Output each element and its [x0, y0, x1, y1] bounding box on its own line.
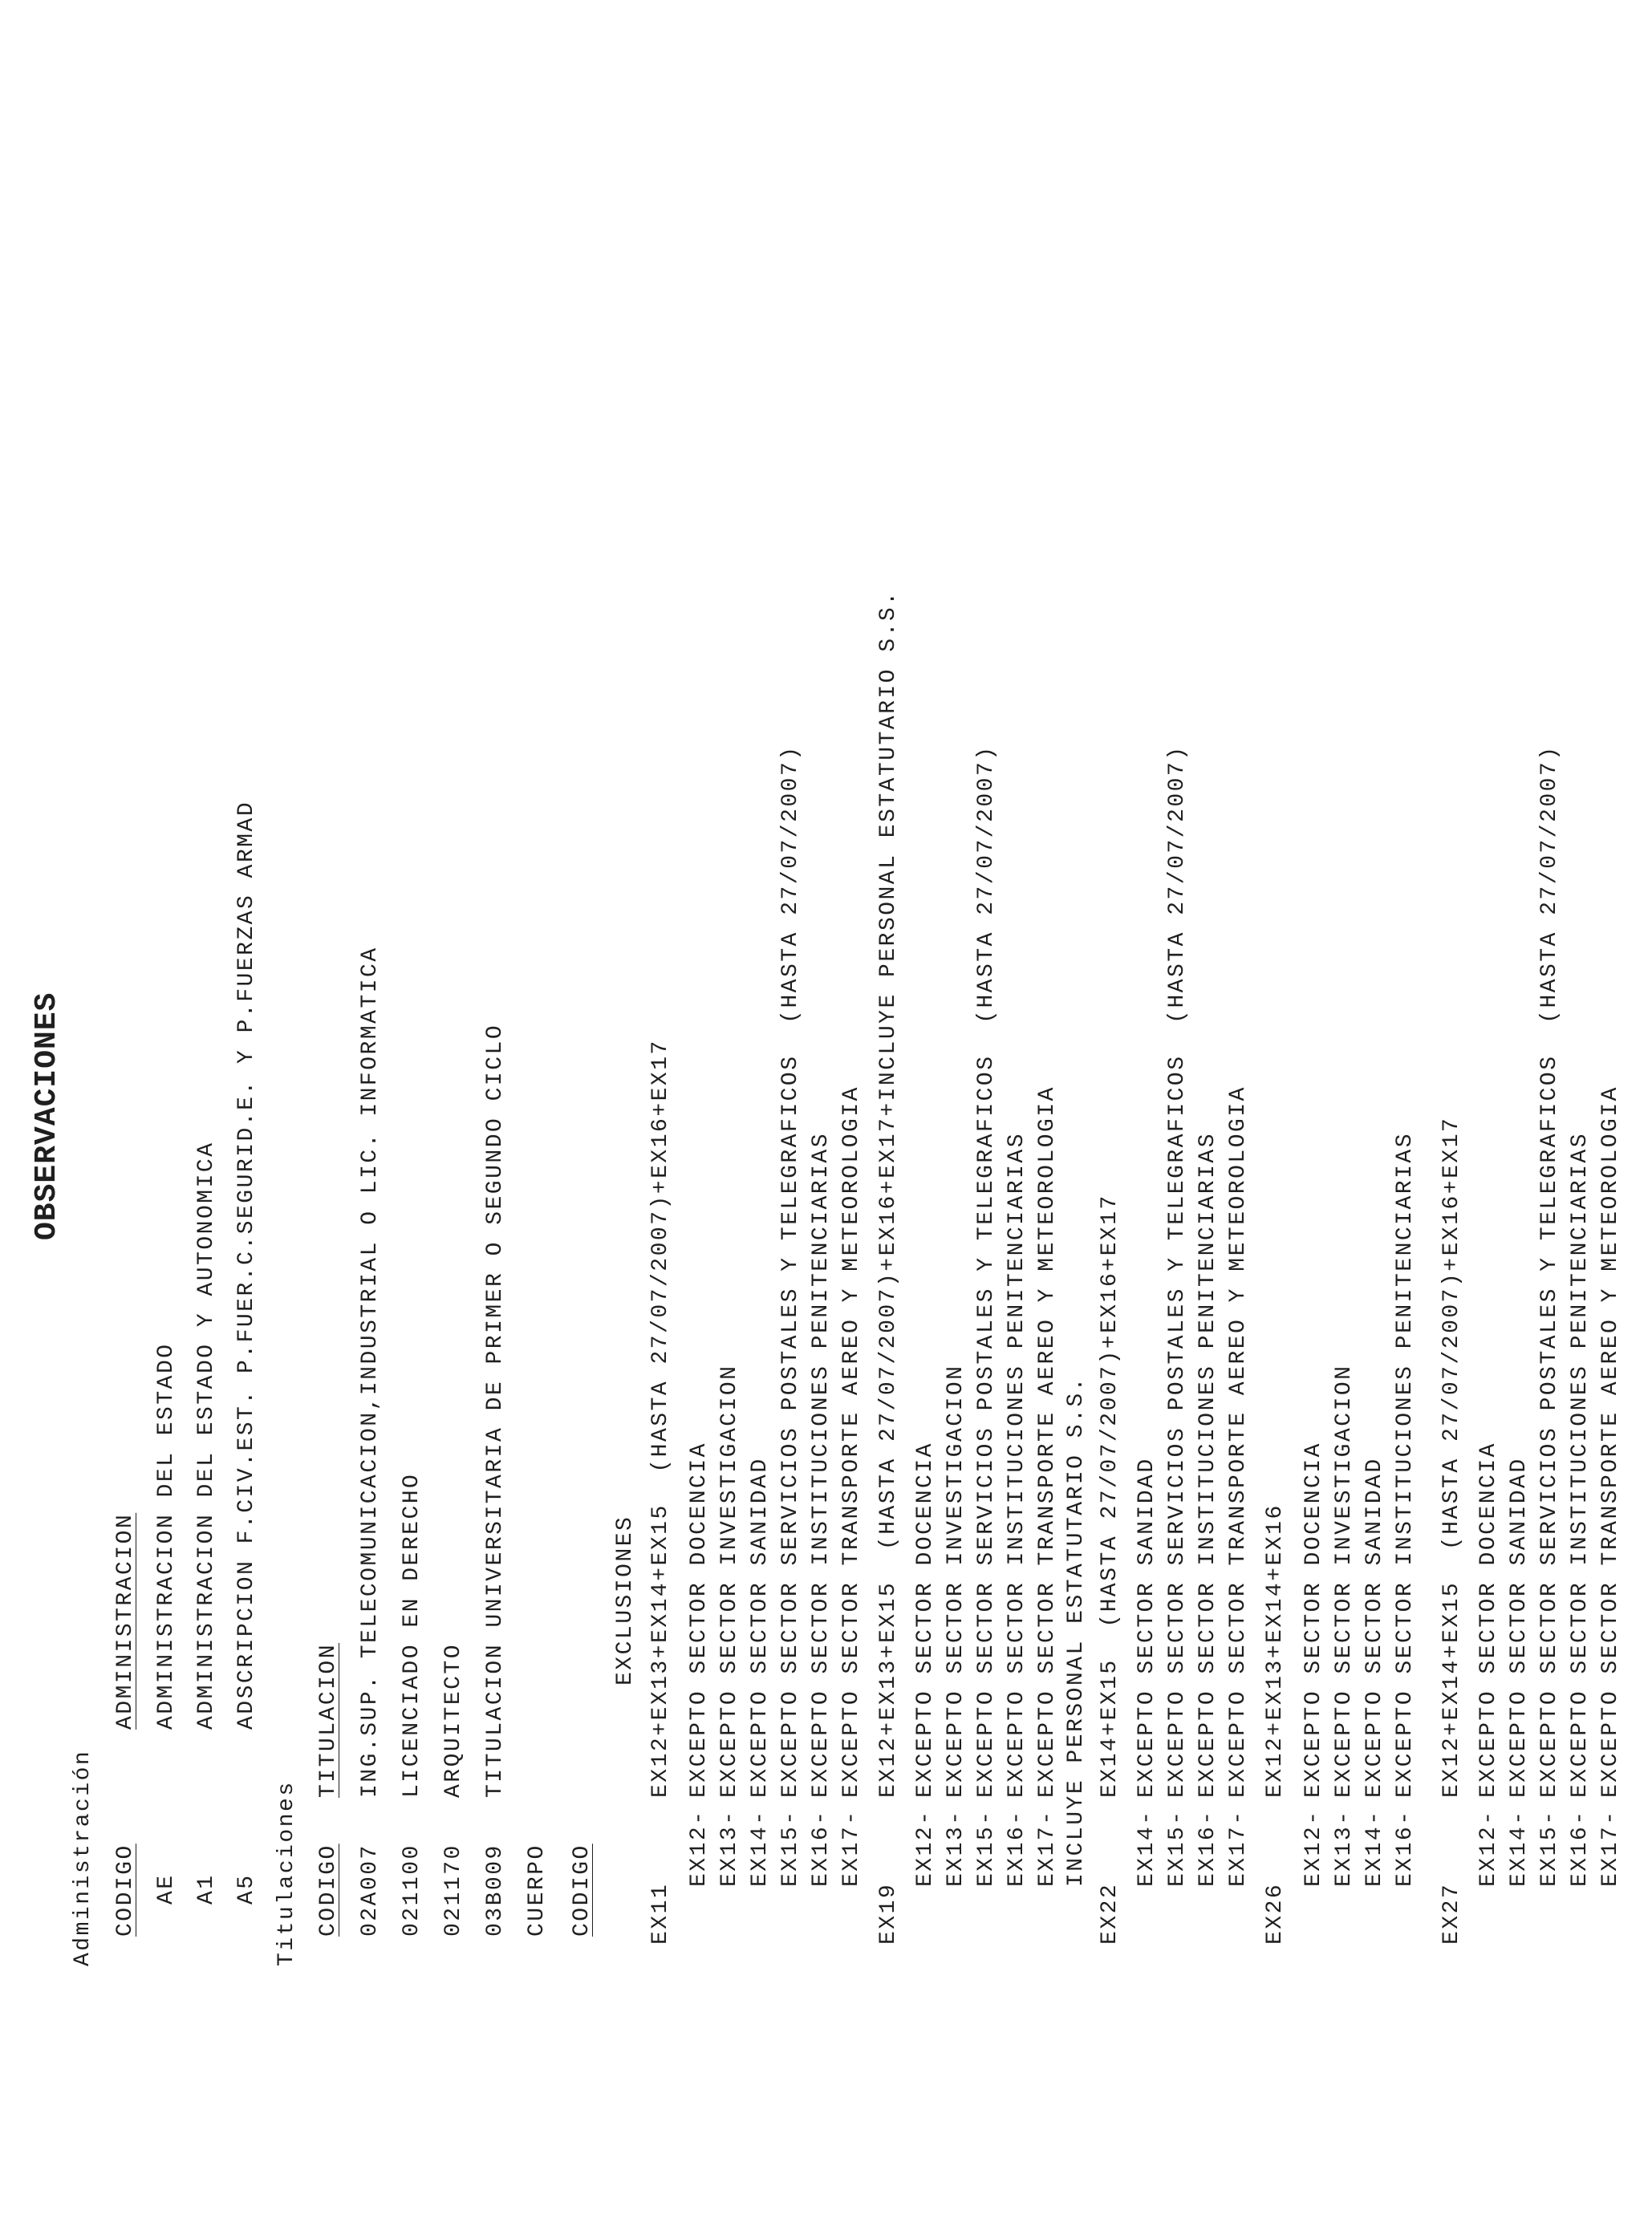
exclusion-item-code: EX17-	[1598, 1809, 1623, 1887]
exclusion-item-text: EXCEPTO SECTOR SANIDAD	[1507, 1457, 1532, 1798]
exclusion-item-code: EX14-	[1507, 1809, 1532, 1887]
exclusion-formula: EX12+EX13+EX14+EX16	[1263, 1503, 1288, 1798]
exclusion-item-text: EXCEPTO SECTOR INSTITUCIONES PENITENCIARIAS	[1195, 1131, 1220, 1798]
exclusion-item-code: EX12-	[1476, 1809, 1501, 1887]
exclusion-item-text: EXCEPTO SECTOR INVESTIGACION	[717, 1364, 742, 1798]
exclusion-item-text: EXCEPTO SECTOR SANIDAD	[748, 1457, 773, 1798]
titulacion-row-name: ARQUITECTO	[441, 1642, 466, 1798]
admin-section-label: Administración	[71, 1749, 95, 1966]
exclusion-code: EX11	[648, 1882, 673, 1945]
titulacion-row-code: 021100	[400, 1844, 424, 1937]
titulaciones-section-label: Titulaciones	[274, 1780, 299, 1966]
exclusion-item-text: EXCEPTO SECTOR SANIDAD	[1362, 1457, 1387, 1798]
exclusion-item-text: EXCEPTO SECTOR DOCENCIA	[687, 1442, 712, 1798]
exclusion-item-code: EX15-	[778, 1809, 803, 1887]
exclusion-item-text: EXCEPTO SECTOR TRANSPORTE AEREO Y METEOROLOGIA	[1035, 1085, 1060, 1798]
exclusion-code: EX22	[1098, 1882, 1122, 1945]
admin-row-name: ADMINISTRACION DEL ESTADO Y AUTONOMICA	[194, 1141, 219, 1730]
exclusion-item-text: EXCEPTO SECTOR TRANSPORTE AEREO Y METEOROLOGIA	[839, 1085, 864, 1798]
exclusion-item-text: EXCEPTO SECTOR SANIDAD	[1134, 1457, 1159, 1798]
exclusion-item-code: EX17-	[1035, 1809, 1060, 1887]
exclusion-item-code: EX15-	[974, 1809, 999, 1887]
exclusion-item-code: EX12-	[913, 1809, 938, 1887]
exclusion-item-code: EX15-	[1165, 1809, 1190, 1887]
exclusions-col-header: EXCLUSIONES	[613, 1515, 638, 1685]
exclusion-item-text: EXCEPTO SECTOR INVESTIGACION	[1332, 1364, 1357, 1798]
titulacion-row-code: 021170	[441, 1844, 466, 1937]
admin-row-code: A5	[234, 1873, 259, 1905]
exclusion-item-text: EXCEPTO SECTOR SERVICIOS POSTALES Y TELEGRAFICOS (HASTA 27/07/2007)	[1165, 744, 1190, 1798]
exclusion-item-code: EX13-	[1332, 1809, 1357, 1887]
admin-row-code: A1	[194, 1873, 219, 1905]
exclusion-item-code: EX16-	[809, 1809, 834, 1887]
admin-col-code: CODIGO	[113, 1844, 138, 1937]
exclusion-code: EX19	[876, 1882, 901, 1945]
exclusion-item-code: EX14-	[1362, 1809, 1387, 1887]
exclusion-item-text: EXCEPTO SECTOR INSTITUCIONES PENITENCIARIAS	[1393, 1131, 1418, 1798]
exclusion-code: EX27	[1439, 1882, 1464, 1945]
exclusion-item-text: EXCEPTO SECTOR DOCENCIA	[1301, 1442, 1326, 1798]
exclusion-item-code: EX16-	[1393, 1809, 1418, 1887]
admin-row-code: AE	[154, 1873, 179, 1905]
exclusion-item-code: EX17-	[839, 1809, 864, 1887]
exclusion-item-code: EX14-	[1134, 1809, 1159, 1887]
exclusion-item-code: EX14-	[748, 1809, 773, 1887]
exclusion-item-code: EX16-	[1005, 1809, 1029, 1887]
exclusion-formula: EX14+EX15 (HASTA 27/07/2007)+EX16+EX17	[1098, 1194, 1122, 1798]
exclusion-item-code: EX16-	[1195, 1809, 1220, 1887]
exclusion-formula: EX12+EX13+EX14+EX15 (HASTA 27/07/2007)+EX16+EX17	[648, 1039, 673, 1798]
exclusion-item-text: EXCEPTO SECTOR INVESTIGACION	[944, 1364, 968, 1798]
exclusion-item-text: EXCEPTO SECTOR TRANSPORTE AEREO Y METEOROLOGIA	[1598, 1085, 1623, 1798]
titulacion-row-name: LICENCIADO EN DERECHO	[400, 1472, 424, 1798]
exclusion-item-text: EXCEPTO SECTOR INSTITUCIONES PENITENCIARIAS	[1005, 1131, 1029, 1798]
exclusion-item-text: EXCEPTO SECTOR TRANSPORTE AEREO Y METEOROLOGIA	[1226, 1085, 1251, 1798]
titulacion-row-code: 02A007	[358, 1844, 383, 1937]
exclusion-item-text: EXCEPTO SECTOR INSTITUCIONES PENITENCIARIAS	[1568, 1131, 1593, 1798]
exclusion-formula: EX12+EX14+EX15 (HASTA 27/07/2007)+EX16+EX17	[1439, 1116, 1464, 1798]
exclusion-item-text: EXCEPTO SECTOR SERVICIOS POSTALES Y TELEGRAFICOS (HASTA 27/07/2007)	[974, 744, 999, 1798]
admin-col-name: ADMINISTRACION	[113, 1512, 138, 1730]
exclusion-item-code: EX13-	[717, 1809, 742, 1887]
exclusion-item-code: EX12-	[687, 1809, 712, 1887]
exclusion-note: INCLUYE PERSONAL ESTATUTARIO S.S.	[1064, 1376, 1089, 1887]
cuerpo-col-code: CODIGO	[570, 1844, 595, 1937]
titulacion-row-name: TITULACION UNIVERSITARIA DE PRIMER O SEGUNDO CICLO	[483, 1023, 508, 1798]
admin-row-name: ADMINISTRACION DEL ESTADO	[154, 1342, 179, 1730]
exclusion-item-code: EX15-	[1537, 1809, 1562, 1887]
exclusion-item-code: EX13-	[944, 1809, 968, 1887]
exclusion-item-text: EXCEPTO SECTOR DOCENCIA	[913, 1442, 938, 1798]
exclusion-code: EX26	[1263, 1882, 1288, 1945]
exclusion-item-text: EXCEPTO SECTOR DOCENCIA	[1476, 1442, 1501, 1798]
exclusion-formula: EX12+EX13+EX15 (HASTA 27/07/2007)+EX16+EX17+INCLUYE PERSONAL ESTATUTARIO S.S.	[876, 590, 901, 1798]
admin-row-name: ADSCRIPCION F.CIV.EST. P.FUER.C.SEGURID.E. Y P.FUERZAS ARMAD	[234, 800, 259, 1730]
exclusion-item-code: EX12-	[1301, 1809, 1326, 1887]
titulaciones-col-code: CODIGO	[316, 1844, 341, 1937]
exclusion-item-code: EX17-	[1226, 1809, 1251, 1887]
exclusion-item-text: EXCEPTO SECTOR INSTITUCIONES PENITENCIARIAS	[809, 1131, 834, 1798]
exclusion-item-code: EX16-	[1568, 1809, 1593, 1887]
exclusion-item-text: EXCEPTO SECTOR SERVICIOS POSTALES Y TELEGRAFICOS (HASTA 27/07/2007)	[778, 744, 803, 1798]
titulaciones-col-name: TITULACION	[316, 1642, 341, 1798]
titulacion-row-name: ING.SUP. TELECOMUNICACION,INDUSTRIAL O LIC. INFORMATICA	[358, 946, 383, 1798]
titulacion-row-code: 03B009	[483, 1844, 508, 1937]
cuerpo-section-label: CUERPO	[525, 1844, 550, 1937]
page-title: OBSERVACIONES	[30, 992, 64, 1240]
exclusion-item-text: EXCEPTO SECTOR SERVICIOS POSTALES Y TELEGRAFICOS (HASTA 27/07/2007)	[1537, 744, 1562, 1798]
